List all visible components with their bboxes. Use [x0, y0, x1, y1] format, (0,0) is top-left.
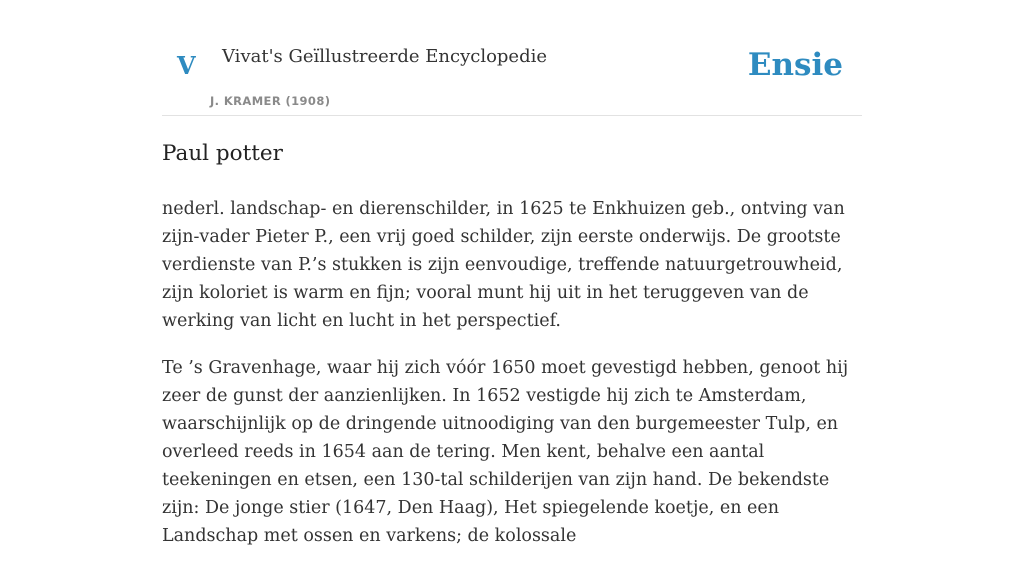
publication-logo[interactable]: V	[177, 51, 196, 80]
article-paragraph: Te ’s Gravenhage, waar hij zich vóór 1650 moet gevestigd hebben, genoot hij zeer de gunst der aanzienlijken. In 1652 vestigde hij zich te Amsterdam, waarschijnlijk op de dringende uitnoodiging van den burgemeester Tulp, en overleed reeds in 1654 aan de tering. Men kent, behalve een aantal teekeningen en etsen, een 130-tal schilderijen van zijn hand. De bekendste zijn: De jonge stier (1647, Den Haag), Het spiegelende koetje, en een Landschap met ossen en varkens; de kolossale	[162, 358, 849, 546]
publication-author: J. KRAMER (1908)	[210, 94, 331, 108]
article-paragraph: nederl. landschap- en dierenschilder, in 1625 te Enkhuizen geb., ontving van zijn-vader Pieter P., een vrij goed schilder, zijn eerste onderwijs. De grootste verdienste van P.’s stukken is zijn eenvoudige, treffende natuurgetrouwheid, zijn koloriet is warm en fijn; vooral munt hij uit in het teruggeven van de werking van licht en lucht in het perspectief.	[162, 199, 845, 331]
source-header	[162, 0, 862, 116]
article	[162, 139, 864, 569]
publication-title[interactable]: Vivat's Geïllustreerde Encyclopedie	[222, 46, 548, 67]
ensie-logo-link[interactable]: Ensie	[747, 47, 843, 83]
article-title: Paul potter	[162, 141, 283, 166]
